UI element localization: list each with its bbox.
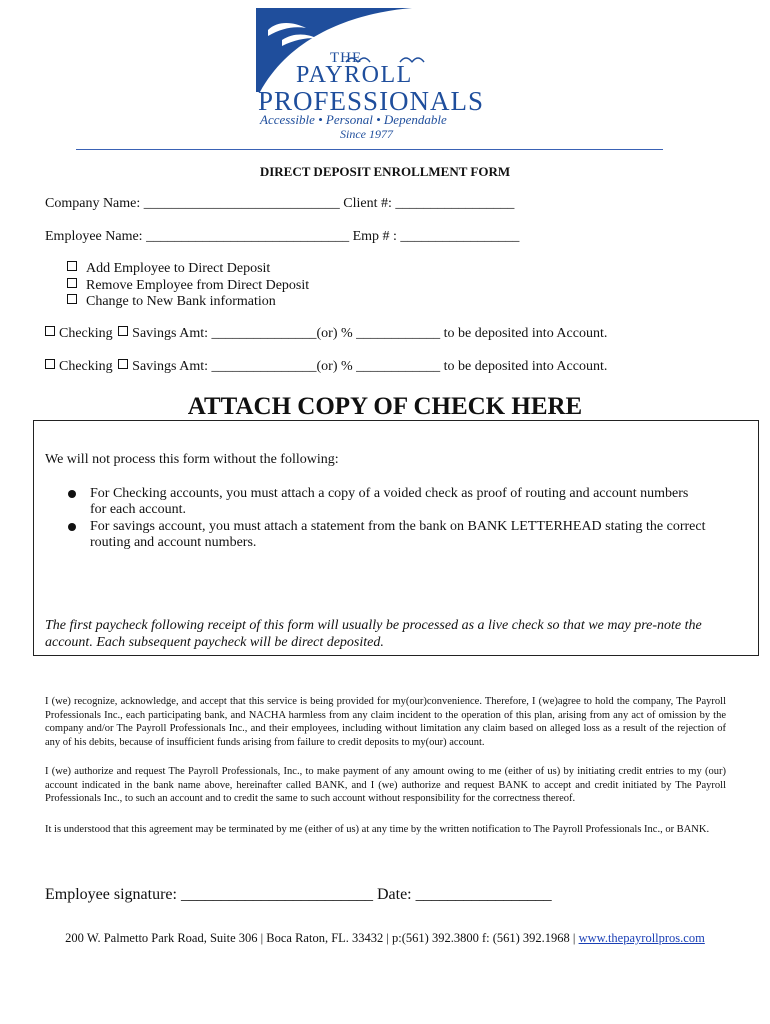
logo-professionals: PROFESSIONALS bbox=[258, 86, 485, 116]
company-name-field[interactable]: Company Name: ____________________________ Client #: _________________ bbox=[45, 196, 515, 211]
form-title: DIRECT DEPOSIT ENROLLMENT FORM bbox=[259, 164, 511, 179]
checkbox-icon[interactable] bbox=[67, 261, 77, 271]
checkbox-icon[interactable] bbox=[45, 326, 55, 336]
action-options bbox=[67, 261, 309, 311]
account-line-2[interactable]: Checking Savings Amt: _______________(or) % ____________ to be deposited into Account. bbox=[45, 359, 607, 375]
logo-since: Since 1977 bbox=[340, 127, 393, 141]
footer-contact bbox=[0, 931, 770, 946]
employee-name-field[interactable]: Employee Name: _____________________________ Emp # : _________________ bbox=[45, 229, 520, 244]
option-remove-employee[interactable]: Remove Employee from Direct Deposit bbox=[67, 278, 309, 295]
website-link[interactable]: www.thepayrollpros.com bbox=[578, 931, 705, 945]
legal-paragraph: It is understood that this agreement may be terminated by me (either of us) at any time by the written notification to The Payroll Professionals Inc., or BANK. bbox=[45, 824, 710, 835]
attach-title: ATTACH COPY OF CHECK HERE bbox=[187, 393, 583, 420]
list-item: For Checking accounts, you must attach a copy of a voided check as proof of routing and account numbers for each account. bbox=[68, 486, 708, 518]
list-item: For savings account, you must attach a statement from the bank on BANK LETTERHEAD stating the correct routing and account numbers. bbox=[68, 519, 708, 551]
bullet-icon bbox=[68, 523, 76, 531]
account-line-1[interactable]: Checking Savings Amt: _______________(or) % ____________ to be deposited into Account. bbox=[45, 326, 607, 342]
header-divider bbox=[76, 149, 663, 150]
checkbox-icon[interactable] bbox=[118, 359, 128, 369]
logo-payroll: PAYROLL bbox=[296, 62, 413, 88]
footer-address: 200 W. Palmetto Park Road, Suite 306 | Boca Raton, FL. 33432 | p:(561) 392.3800 f: (561) 392.1968 | bbox=[65, 931, 579, 945]
bullet-icon bbox=[68, 490, 76, 498]
option-change-bank[interactable]: Change to New Bank information bbox=[67, 294, 309, 311]
checkbox-icon[interactable] bbox=[118, 326, 128, 336]
checkbox-icon[interactable] bbox=[67, 294, 77, 304]
option-add-employee[interactable]: Add Employee to Direct Deposit bbox=[67, 261, 309, 278]
logo-tagline: Accessible • Personal • Dependable bbox=[260, 112, 447, 127]
logo-the: THE bbox=[330, 50, 363, 66]
signature-line[interactable]: Employee signature: ________________________ Date: _________________ bbox=[45, 886, 552, 903]
checkbox-icon[interactable] bbox=[67, 278, 77, 288]
requirements-intro: We will not process this form without the following: bbox=[45, 452, 339, 467]
requirements-list bbox=[68, 486, 708, 552]
prenote-notice: The first paycheck following receipt of this form will usually be processed as a live check so that we may pre-note the account. Each subsequent paycheck will be direct deposited. bbox=[45, 618, 702, 650]
checkbox-icon[interactable] bbox=[45, 359, 55, 369]
legal-paragraph: I (we) authorize and request The Payroll Professionals, Inc., to make payment of any amount owing to me (either of us) by initiating credit entries to my (our) account indicated in the bank name above, hereinafter called BANK, and I (we) authorize and request BANK to accept and credit initiated by The Payroll Professionals Inc., to such an account and to credit the same to such account without responsibility for the correctness thereof. bbox=[45, 766, 726, 804]
legal-paragraph: I (we) recognize, acknowledge, and accept that this service is being provided for my(our)convenience. Therefore, I (we)agree to hold the company, The Payroll Professionals Inc., each participating bank, and NACHA harmless from any claim incident to the operation of this plan, arising from any act of omission by the company and/or The Payroll Professionals Inc., and their employees, including without limitation any claim based on alleged loss as a result of the rejection of any of his debits, because of insufficient funds arising from failure to credit deposits to my(our) account. bbox=[45, 696, 726, 748]
